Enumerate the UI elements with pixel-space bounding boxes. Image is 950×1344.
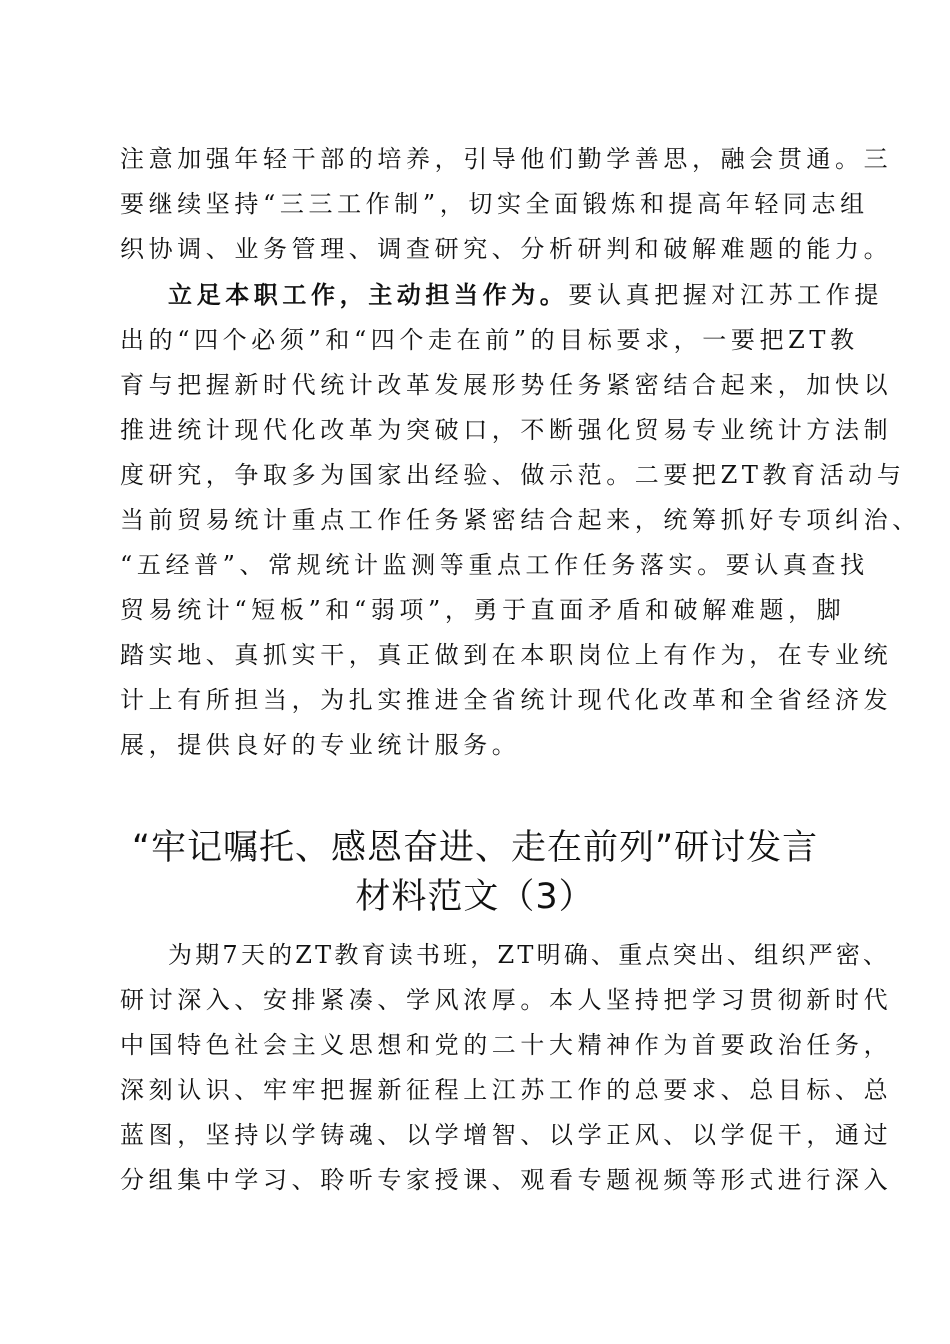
text-line: 贸易统计“短板”和“弱项”，勇于直面矛盾和破解难题，脚 <box>120 596 846 624</box>
text-line: 展，提供良好的专业统计服务。 <box>120 731 521 759</box>
text-line: 育与把握新时代统计改革发展形势任务紧密结合起来，加快以 <box>120 371 893 399</box>
text-line: 注意加强年轻干部的培养，引导他们勤学善思，融会贯通。三 <box>120 145 893 173</box>
text-line: 出的“四个必须”和“四个走在前”的目标要求，一要把ZT教 <box>120 326 859 354</box>
text-line: 研讨深入、安排紧凑、学风浓厚。本人坚持把学习贯彻新时代 <box>120 986 893 1014</box>
text-line: “五经普”、常规统计监测等重点工作任务落实。要认真查找 <box>120 551 869 579</box>
text-line <box>168 273 883 317</box>
text-line: 当前贸易统计重点工作任务紧密结合起来，统筹抓好专项纠治、 <box>120 506 921 534</box>
text-line: 分组集中学习、聆听专家授课、观看专题视频等形式进行深入 <box>120 1166 893 1194</box>
text-line: 深刻认识、牢牢把握新征程上江苏工作的总要求、总目标、总 <box>120 1076 893 1104</box>
paragraph-text: 要认真把握对江苏工作提 <box>568 281 884 309</box>
title-line: 材料范文（3） <box>355 877 595 917</box>
text-line: 计上有所担当，为扎实推进全省统计现代化改革和全省经济发 <box>120 686 893 714</box>
text-line: 织协调、业务管理、调查研究、分析研判和破解难题的能力。 <box>120 235 893 263</box>
title-line: “牢记嘱托、感恩奋进、走在前列”研讨发言 <box>131 828 819 868</box>
text-line: 度研究，争取多为国家出经验、做示范。二要把ZT教育活动与 <box>120 461 906 489</box>
text-line: 中国特色社会主义思想和党的二十大精神作为首要政治任务， <box>120 1031 893 1059</box>
text-line: 为期7天的ZT教育读书班，ZT明确、重点突出、组织严密、 <box>168 941 891 969</box>
text-line: 要继续坚持“三三工作制”，切实全面锻炼和提高年轻同志组 <box>120 190 869 218</box>
text-line: 推进统计现代化改革为突破口，不断强化贸易专业统计方法制 <box>120 416 893 444</box>
paragraph-heading: 立足本职工作，主动担当作为。 <box>168 281 569 309</box>
text-line: 踏实地、真抓实干，真正做到在本职岗位上有作为，在专业统 <box>120 641 893 669</box>
text-line: 蓝图，坚持以学铸魂、以学增智、以学正风、以学促干，通过 <box>120 1121 893 1149</box>
